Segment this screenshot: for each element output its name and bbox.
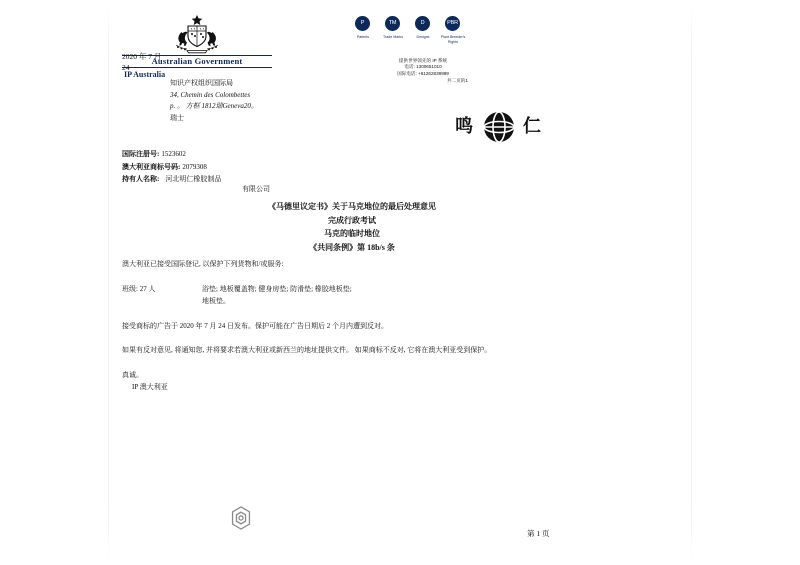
- reference-row: [122, 161, 582, 174]
- contact-line: 提供世界领先的 IP 系统: [398, 58, 448, 63]
- holder-name-continuation: 有限公司: [242, 185, 270, 193]
- pbr-icon: PBR: [445, 16, 460, 31]
- recipient-line: 知识产权组织国际局: [170, 79, 233, 87]
- reference-value: 2079308: [182, 162, 207, 171]
- classes-and-goods: [122, 283, 592, 308]
- body-paragraph: 如果有反对意见, 将通知您, 并将要求若澳大利亚或新西兰的地址提供文件。 如果商标不反对, 它将在澳大利亚受到保护。: [122, 346, 492, 354]
- pbr-caption: Plant Breeder's Rights: [440, 35, 466, 44]
- reference-label: 澳大利亚商标号码:: [122, 162, 181, 171]
- body-paragraph: 接受商标的广告于 2020 年 7 月 24 日发布。保护可能在广告日期后 2 个月内遭到反对。: [122, 321, 388, 330]
- trademarks-caption: Trade Marks: [382, 35, 404, 39]
- goods-line: 地板垫。: [202, 297, 230, 305]
- australian-coat-of-arms-icon: [168, 14, 226, 54]
- title-line: 《共同条例》第 18b/s 条: [309, 242, 395, 252]
- designs-caption: Designs: [416, 35, 430, 39]
- document-body: [122, 258, 592, 394]
- letter-date: [122, 51, 161, 73]
- reference-label: 国际注册号:: [122, 150, 160, 158]
- recipient-line: 瑞士: [170, 113, 184, 122]
- page-of-label: 共二页的1: [447, 78, 468, 83]
- reference-value: 河北明仁橡胶制品: [165, 175, 222, 183]
- reference-block: [122, 148, 582, 186]
- document-title: [122, 200, 582, 254]
- reference-row: [122, 148, 582, 161]
- page-number: 第 1 页: [527, 529, 550, 538]
- ip-australia-hex-logo-icon: [228, 505, 254, 531]
- ip-rights-icon-strip: [355, 16, 475, 56]
- reference-row: [122, 173, 582, 186]
- ip-australia-wordmark: IP Australia: [124, 70, 166, 79]
- signature-block: [122, 369, 592, 394]
- body-paragraph: 澳大利亚已接受国际登记, 以保护下列货物和/或服务:: [122, 260, 284, 268]
- seal-right-character: 仁: [523, 116, 541, 137]
- designs-icon: D: [415, 16, 430, 31]
- contact-line: 国际电话: +61262839999: [397, 70, 449, 76]
- contact-block: [358, 58, 488, 77]
- contact-line: 电话: 1300651010: [404, 64, 442, 70]
- trademarks-icon: TM: [385, 16, 400, 31]
- signature-line: IP 澳大利亚: [132, 383, 168, 391]
- goods-list: [202, 283, 592, 308]
- goods-line: 浴垫; 地板覆盖物; 健身房垫; 防滑垫; 橡胶地板垫;: [202, 284, 352, 293]
- classes-label: 班级: 27 人: [122, 284, 156, 293]
- recipient-line: p. 。 方框 1812瑞Geneva20。: [170, 102, 258, 110]
- recipient-line: 34, Chemin des Colombettes: [170, 90, 251, 99]
- title-line: 《马德里议定书》关于马克地位的最后处理意见: [268, 202, 436, 211]
- reference-value: 1523602: [161, 150, 186, 158]
- patents-caption: Patents: [356, 35, 370, 39]
- signature-line: 真诚。: [122, 370, 143, 379]
- recipient-address: [170, 78, 258, 124]
- letter-date-line2: 24: [122, 63, 130, 72]
- government-wordmark: Australian Government: [122, 55, 272, 68]
- globe-seal-icon: [482, 110, 516, 144]
- seal-stamp: [455, 108, 541, 148]
- patents-icon: P: [355, 16, 370, 31]
- reference-label: 持有人名称:: [122, 175, 160, 183]
- seal-left-character: 鸣: [455, 116, 473, 137]
- title-line: 完成行政考试: [328, 215, 376, 225]
- letter-date-line1: 2020 年 7 月: [122, 52, 162, 61]
- title-line: 马克的临时地位: [324, 229, 380, 238]
